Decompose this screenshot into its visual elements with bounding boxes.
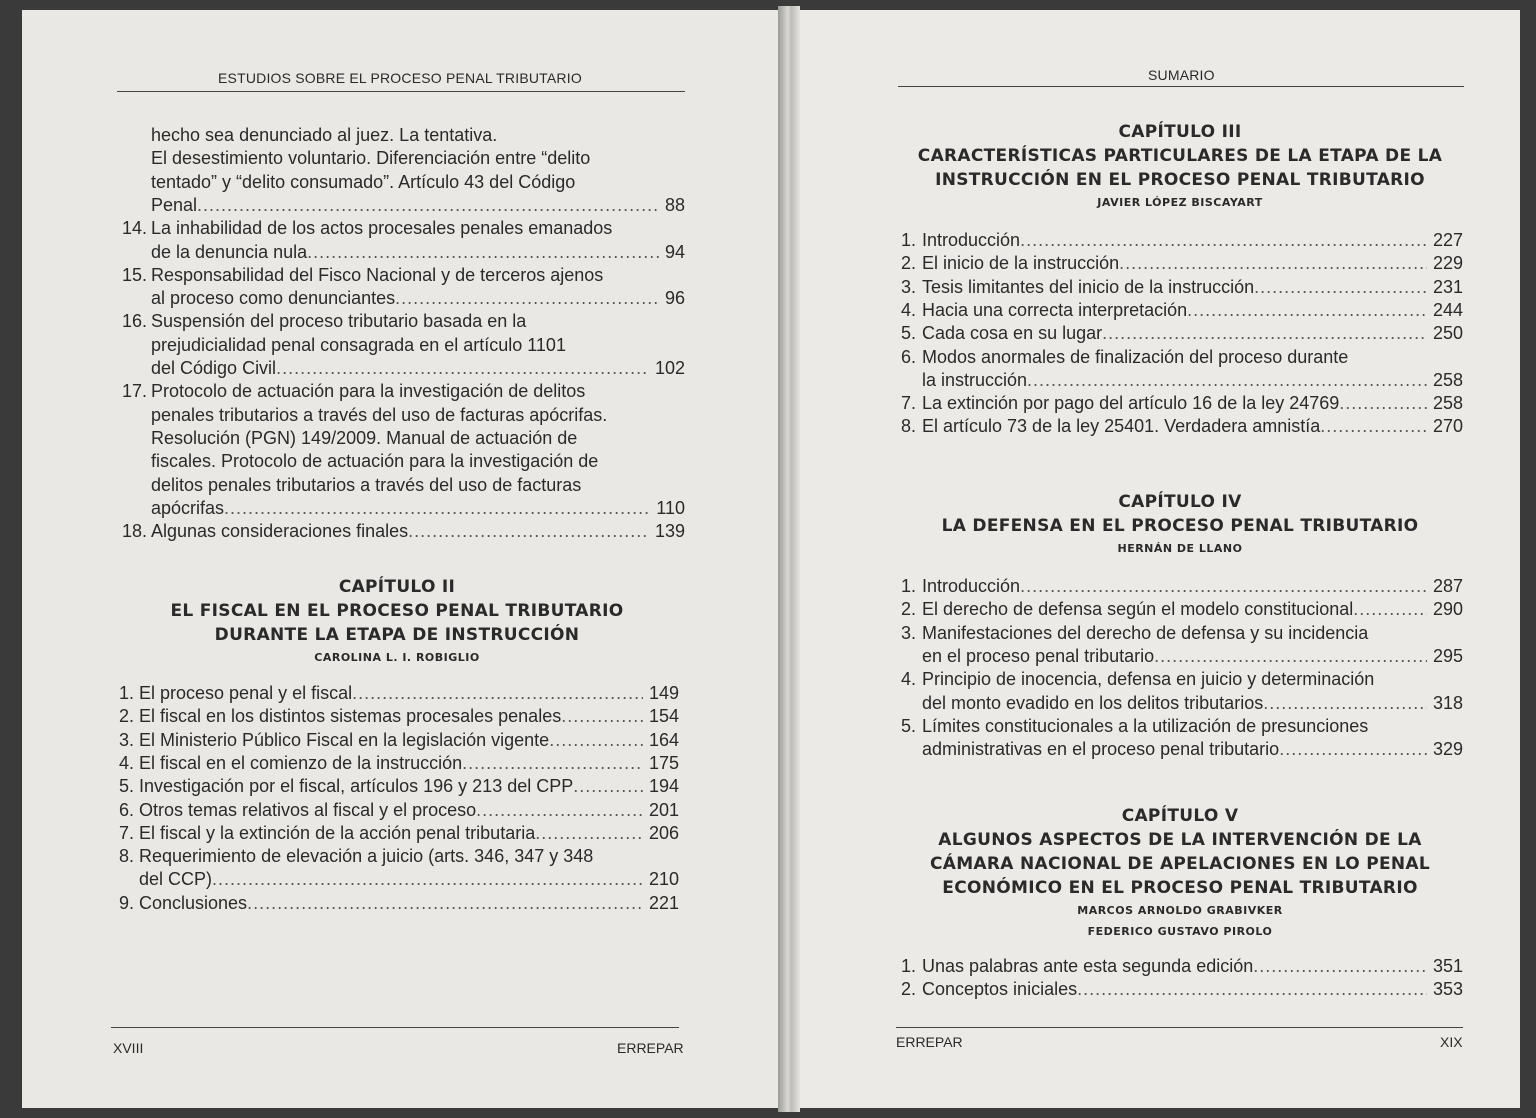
chapter-title: ALGUNOS ASPECTOS DE LA INTERVENCIÓN DE LA — [938, 830, 1422, 850]
entry-page-number: 175 — [648, 752, 679, 773]
toc-entry — [922, 978, 1463, 1001]
entry-number: 4. — [900, 299, 916, 320]
entry-title-line: El desestimiento voluntario. Diferenciación entre “delito — [151, 148, 591, 169]
entry-title: Tesis limitantes del inicio de la instrucción — [922, 276, 1255, 297]
entry-title: Penal — [151, 194, 198, 215]
dot-leader — [1077, 978, 1427, 1001]
entry-title-line: Suspensión del proceso tributario basada en la — [151, 311, 527, 332]
dot-leader — [276, 357, 649, 380]
entry-page-number: 250 — [1432, 323, 1463, 344]
entry-page-number: 206 — [648, 822, 679, 843]
toc-entry — [922, 598, 1463, 621]
dot-leader — [247, 892, 643, 915]
toc-entry — [151, 287, 685, 310]
entry-title-line: Modos anormales de finalización del proceso durante — [922, 346, 1349, 367]
chapter-title: CARACTERÍSTICAS PARTICULARES DE LA ETAPA DE LA — [917, 146, 1443, 166]
entry-number: 8. — [118, 846, 134, 867]
toc-entry — [139, 705, 679, 728]
chapter-author: FEDERICO GUSTAVO PIROLO — [1087, 925, 1273, 938]
entry-title: apócrifas — [151, 497, 225, 518]
toc-entry — [151, 241, 685, 264]
toc-entry — [151, 497, 685, 520]
entry-number: 14. — [121, 218, 147, 239]
entry-number: 4. — [118, 752, 134, 773]
entry-title: del CCP) — [139, 869, 213, 890]
entry-number: 2. — [900, 979, 916, 1000]
entry-number: 3. — [118, 729, 134, 750]
entry-number: 5. — [900, 323, 916, 344]
dot-leader — [1020, 575, 1427, 598]
entry-title: Cada cosa en su lugar — [922, 323, 1103, 344]
entry-title-line: Límites constitucionales a la utilización de presunciones — [922, 715, 1369, 736]
toc-entry — [139, 868, 679, 891]
entry-number: 8. — [900, 416, 916, 437]
entry-page-number: 290 — [1432, 599, 1463, 620]
dot-leader — [1263, 692, 1427, 715]
dot-leader — [1119, 252, 1427, 275]
entry-number: 6. — [118, 799, 134, 820]
entry-number: 2. — [900, 253, 916, 274]
dot-leader — [1187, 299, 1427, 322]
entry-page-number: 287 — [1432, 576, 1463, 596]
toc-entry — [922, 415, 1463, 438]
entry-page-number: 201 — [648, 799, 679, 820]
toc-entry — [922, 229, 1463, 252]
dot-leader — [1353, 598, 1427, 621]
entry-title: Investigación por el fiscal, artículos 196 y 213 del CPP — [139, 776, 574, 797]
entry-number: 3. — [900, 622, 916, 643]
entry-title-line: Principio de inocencia, defensa en juicio y determinación — [922, 669, 1375, 690]
footer-rule — [896, 1027, 1463, 1028]
toc-entry — [139, 752, 679, 775]
chapter-author: MARCOS ARNOLDO GRABIVKER — [1077, 904, 1283, 917]
toc-entry — [139, 729, 679, 752]
entry-title: Conceptos iniciales — [922, 979, 1078, 1000]
header-rule — [898, 86, 1464, 87]
toc-entry — [139, 892, 679, 915]
chapter-label: CAPÍTULO II — [338, 577, 456, 597]
dot-leader — [1320, 415, 1427, 438]
entry-number: 5. — [900, 715, 916, 736]
dot-leader — [307, 241, 659, 264]
entry-number: 4. — [900, 669, 916, 690]
entry-page-number: 353 — [1432, 979, 1463, 1000]
entry-title: El fiscal en el comienzo de la instrucción — [139, 752, 463, 773]
running-header: SUMARIO — [1148, 67, 1215, 83]
entry-title: La extinción por pago del artículo 16 de la ley 24769 — [922, 393, 1340, 414]
entry-title: Unas palabras ante esta segunda edición — [922, 956, 1254, 976]
entry-page-number: 258 — [1432, 393, 1463, 414]
entry-number: 1. — [900, 956, 916, 976]
entry-number: 3. — [900, 276, 916, 297]
entry-page-number: 318 — [1432, 692, 1463, 713]
entry-title: Conclusiones — [139, 892, 248, 913]
chapter-title: ECONÓMICO EN EL PROCESO PENAL TRIBUTARIO — [942, 878, 1418, 898]
entry-title: Hacia una correcta interpretación — [922, 299, 1188, 320]
entry-page-number: 96 — [664, 288, 685, 309]
toc-entry — [922, 738, 1463, 761]
entry-page-number: 139 — [654, 521, 685, 542]
entry-number: 2. — [900, 599, 916, 620]
entry-number: 7. — [118, 822, 134, 843]
entry-page-number: 231 — [1432, 276, 1463, 297]
dot-leader — [1020, 229, 1427, 252]
toc-entry — [139, 682, 679, 705]
publisher-name: ERREPAR — [617, 1040, 684, 1056]
dot-leader — [462, 752, 643, 775]
entry-number: 1. — [900, 576, 916, 596]
toc-entry — [922, 322, 1463, 345]
entry-title: El fiscal y la extinción de la acción penal tributaria — [139, 822, 536, 843]
toc-entry — [139, 799, 679, 822]
entry-title-line: hecho sea denunciado al juez. La tentativa. — [151, 125, 498, 145]
dot-leader — [1279, 738, 1427, 761]
chapter-author: JAVIER LÓPEZ BISCAYART — [1097, 196, 1263, 209]
dot-leader — [224, 497, 650, 520]
toc-entry — [139, 775, 679, 798]
toc-entry — [922, 369, 1463, 392]
chapter-title: DURANTE LA ETAPA DE INSTRUCCIÓN — [214, 625, 580, 645]
chapter-title: INSTRUCCIÓN EN EL PROCESO PENAL TRIBUTARIO — [935, 170, 1425, 190]
dot-leader — [549, 729, 643, 752]
toc-entry — [922, 392, 1463, 415]
toc-entry — [922, 252, 1463, 275]
entry-title: El fiscal en los distintos sistemas procesales penales — [139, 706, 562, 727]
chapter-author: CAROLINA L. I. ROBIGLIO — [314, 651, 480, 664]
entry-page-number: 229 — [1432, 253, 1463, 274]
entry-title: Algunas consideraciones finales — [151, 521, 409, 542]
dot-leader — [476, 799, 643, 822]
chapter-author: HERNÁN DE LLANO — [1117, 542, 1243, 555]
entry-number: 15. — [121, 264, 147, 285]
chapter-label: CAPÍTULO V — [1121, 806, 1239, 826]
entry-title: en el proceso penal tributario — [922, 645, 1155, 666]
entry-page-number: 110 — [656, 497, 685, 518]
entry-number: 1. — [118, 683, 134, 703]
entry-title-line: Responsabilidad del Fisco Nacional y de terceros ajenos — [151, 264, 604, 285]
entry-number: 2. — [118, 706, 134, 727]
dot-leader — [1254, 276, 1427, 299]
entry-title-line: tentado” y “delito consumado”. Artículo 43 del Código — [151, 171, 576, 192]
entry-title: la instrucción — [922, 369, 1028, 390]
entry-title: El proceso penal y el fiscal — [139, 683, 353, 703]
entry-page-number: 210 — [648, 869, 679, 890]
running-header: ESTUDIOS SOBRE EL PROCESO PENAL TRIBUTARIO — [218, 70, 582, 86]
entry-title-line: Requerimiento de elevación a juicio (arts. 346, 347 y 348 — [139, 846, 594, 867]
chapter-label: CAPÍTULO III — [1118, 122, 1242, 142]
entry-page-number: 244 — [1432, 299, 1463, 320]
dot-leader — [1154, 645, 1427, 668]
entry-title-line: Resolución (PGN) 149/2009. Manual de actuación de — [151, 427, 578, 448]
toc-entry — [922, 575, 1463, 598]
entry-number: 6. — [900, 346, 916, 367]
dot-leader — [1253, 955, 1427, 978]
toc-entry — [922, 299, 1463, 322]
page-number: XIX — [1440, 1034, 1463, 1050]
entry-title-line: La inhabilidad de los actos procesales penales emanados — [151, 218, 613, 239]
entry-title: El derecho de defensa según el modelo constitucional — [922, 599, 1354, 620]
entry-title: Otros temas relativos al fiscal y el proceso — [139, 799, 477, 820]
entry-title-line: Protocolo de actuación para la investigación de delitos — [151, 381, 586, 402]
dot-leader — [197, 194, 659, 217]
dot-leader — [395, 287, 659, 310]
dot-leader — [408, 520, 649, 543]
entry-title: Introducción — [922, 576, 1021, 596]
footer-rule — [111, 1027, 679, 1028]
chapter-title: CÁMARA NACIONAL DE APELACIONES EN LO PENAL — [929, 854, 1430, 874]
toc-entry — [922, 276, 1463, 299]
entry-title: del Código Civil — [151, 358, 277, 378]
entry-title: El artículo 73 de la ley 25401. Verdadera amnistía — [922, 416, 1321, 437]
dot-leader — [1102, 322, 1427, 345]
entry-title: administrativas en el proceso penal tributario — [922, 739, 1280, 760]
entry-number: 17. — [121, 381, 147, 402]
entry-page-number: 164 — [648, 729, 679, 750]
entry-page-number: 227 — [1432, 230, 1463, 250]
book-gutter — [778, 6, 800, 1112]
entry-page-number: 149 — [648, 683, 679, 703]
entry-page-number: 295 — [1432, 645, 1463, 666]
toc-entry — [922, 955, 1463, 978]
toc-entry — [922, 692, 1463, 715]
entry-page-number: 329 — [1432, 739, 1463, 760]
entry-number: 7. — [900, 393, 916, 414]
dot-leader — [212, 868, 643, 891]
entry-title: Introducción — [922, 230, 1021, 250]
entry-title: de la denuncia nula — [151, 241, 308, 262]
entry-number: 16. — [121, 311, 147, 332]
entry-title-line: prejudicialidad penal consagrada en el artículo 1101 — [151, 334, 566, 355]
dot-leader — [561, 705, 643, 728]
entry-page-number: 221 — [648, 892, 679, 913]
toc-entry — [151, 194, 685, 217]
header-rule — [117, 91, 685, 92]
entry-title-line: penales tributarios a través del uso de facturas apócrifas. — [151, 404, 608, 425]
dot-leader — [1027, 369, 1427, 392]
toc-entry — [151, 357, 685, 380]
entry-number: 9. — [118, 892, 134, 913]
entry-page-number: 270 — [1432, 416, 1463, 437]
toc-entry — [151, 520, 685, 543]
entry-title-line: delitos penales tributarios a través del uso de facturas — [151, 474, 582, 495]
page-number: XVIII — [113, 1040, 144, 1056]
entry-title: El Ministerio Público Fiscal en la legislación vigente — [139, 729, 550, 750]
entry-page-number: 258 — [1432, 369, 1463, 390]
toc-entry — [139, 822, 679, 845]
entry-title: del monto evadido en los delitos tributarios — [922, 692, 1264, 713]
chapter-title: EL FISCAL EN EL PROCESO PENAL TRIBUTARIO — [170, 601, 624, 621]
entry-page-number: 94 — [664, 241, 685, 262]
entry-number: 5. — [118, 776, 134, 797]
entry-page-number: 154 — [648, 706, 679, 727]
entry-page-number: 88 — [664, 194, 685, 215]
dot-leader — [573, 775, 643, 798]
entry-title-line: Manifestaciones del derecho de defensa y su incidencia — [922, 622, 1369, 643]
entry-number: 18. — [121, 521, 147, 542]
chapter-label: CAPÍTULO IV — [1118, 492, 1242, 512]
dot-leader — [1339, 392, 1427, 415]
toc-entry — [922, 645, 1463, 668]
entry-title: al proceso como denunciantes — [151, 288, 396, 309]
dot-leader — [535, 822, 643, 845]
entry-page-number: 102 — [654, 358, 685, 378]
entry-page-number: 351 — [1432, 956, 1463, 976]
chapter-title: LA DEFENSA EN EL PROCESO PENAL TRIBUTARIO — [941, 516, 1419, 536]
entry-title-line: fiscales. Protocolo de actuación para la investigación de — [151, 451, 599, 472]
entry-title: El inicio de la instrucción — [922, 253, 1120, 274]
entry-page-number: 194 — [648, 776, 679, 797]
publisher-name: ERREPAR — [896, 1034, 963, 1050]
entry-number: 1. — [900, 230, 916, 250]
dot-leader — [352, 682, 643, 705]
